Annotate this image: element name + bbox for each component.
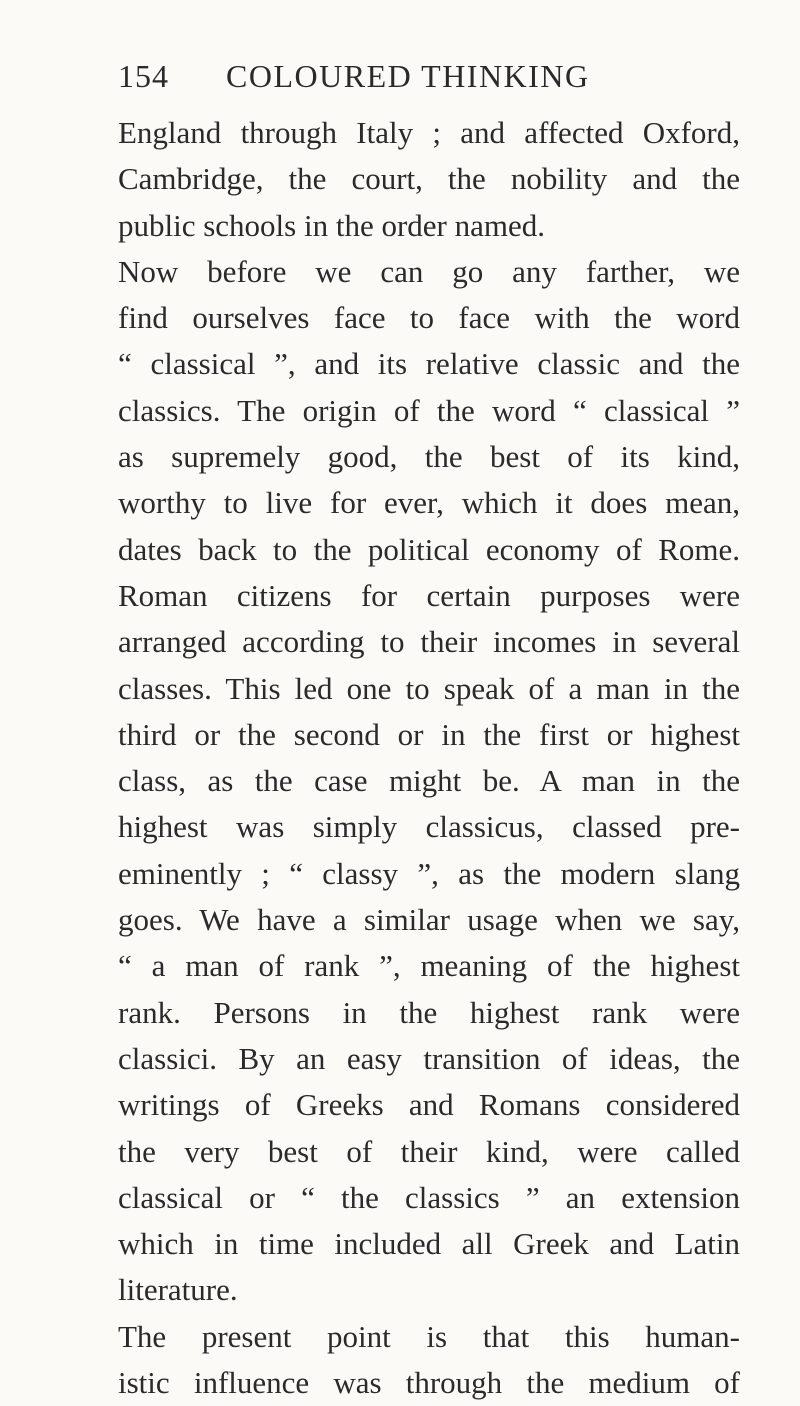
text-line: The present point is that this human- bbox=[118, 1318, 740, 1354]
text-line: England through Italy ; and affected Oxford, bbox=[118, 115, 740, 150]
text-line: rank. Persons in the highest rank were bbox=[118, 994, 740, 1030]
body-text bbox=[118, 110, 740, 1406]
text-line: classical or “ the classics ” an extension bbox=[118, 1179, 740, 1215]
text-line: “ classical ”, and its relative classic and the bbox=[118, 346, 740, 382]
text-line: Now before we can go any farther, we bbox=[118, 253, 740, 289]
text-line: as supremely good, the best of its kind, bbox=[118, 439, 740, 475]
text-line: find ourselves face to face with the word bbox=[118, 300, 740, 336]
text-line: classici. By an easy transition of ideas, the bbox=[118, 1040, 740, 1076]
text-line: third or the second or in the first or highest bbox=[118, 716, 740, 752]
text-line: public schools in the order named. bbox=[118, 207, 546, 243]
text-line: writings of Greeks and Romans considered bbox=[118, 1087, 740, 1123]
page-header bbox=[118, 52, 748, 102]
text-line: goes. We have a similar usage when we say, bbox=[118, 902, 740, 938]
text-line: class, as the case might be. A man in the bbox=[118, 763, 740, 799]
text-line: Roman citizens for certain purposes were bbox=[118, 577, 740, 613]
text-line: classics. The origin of the word “ classical ” bbox=[118, 392, 740, 428]
text-line: the very best of their kind, were called bbox=[118, 1133, 740, 1169]
running-head: COLOURED THINKING bbox=[226, 58, 590, 94]
text-line: literature. bbox=[118, 1272, 238, 1308]
text-line: “ a man of rank ”, meaning of the highest bbox=[118, 948, 740, 984]
text-line: istic influence was through the medium of bbox=[118, 1365, 740, 1401]
text-line: eminently ; “ classy ”, as the modern slang bbox=[118, 855, 740, 891]
text-line: highest was simply classicus, classed pre- bbox=[118, 809, 740, 845]
page-number: 154 bbox=[118, 58, 169, 94]
text-line: dates back to the political economy of Rome. bbox=[118, 531, 740, 567]
text-line: classes. This led one to speak of a man in the bbox=[118, 670, 740, 706]
text-line: which in time included all Greek and Latin bbox=[118, 1226, 740, 1262]
text-line: Cambridge, the court, the nobility and the bbox=[118, 161, 740, 197]
text-line: arranged according to their incomes in several bbox=[118, 624, 740, 660]
text-line: worthy to live for ever, which it does mean, bbox=[118, 485, 740, 521]
